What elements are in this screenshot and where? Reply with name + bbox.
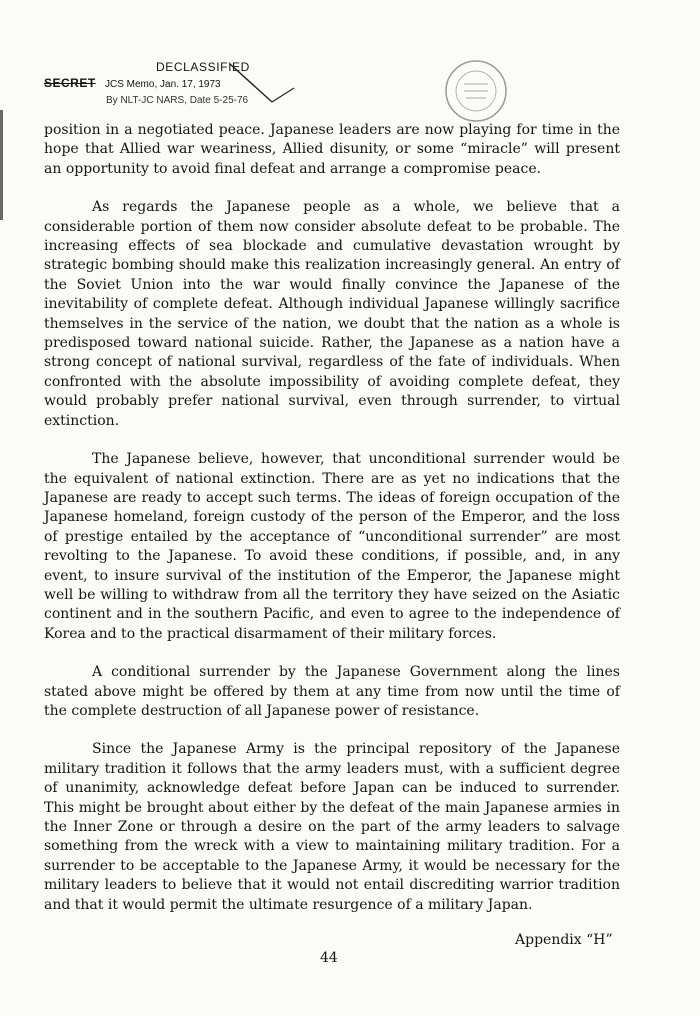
scan-edge-mark	[0, 110, 3, 220]
stamp-slash-icon	[228, 60, 298, 110]
page-number: 44	[320, 950, 338, 966]
declassified-stamp: DECLASSIFIED	[156, 60, 250, 74]
authority-line: By NLT-JC NARS, Date 5-25-76	[106, 95, 249, 106]
paragraph-2: As regards the Japanese people as a whole, we believe that a considerable portion of them now consider absolute defeat to be probable. The increasing effects of sea blockade and cumulative devastation wrought by strategic bombing should make this realization increasingly general. An entry of the Soviet Union into the war would finally convince the Japanese of the inevitability of complete defeat. Although individual Japanese willingly sacrifice themselves in the service of the nation, we doubt that the nation as a whole is predisposed toward national suicide. Rather, the Japanese as a nation have a strong concept of national survival, regardless of the fate of individuals. When confronted with the absolute impossibility of avoiding complete defeat, they would probably prefer national survival, even through surrender, to virtual extinction.	[44, 199, 620, 429]
paragraph-5: Since the Japanese Army is the principal repository of the Japanese military tradition it follows that the army leaders must, with a sufficient degree of unanimity, acknowledge defeat before Japan can be induced to surrender. This might be brought about either by the defeat of the main Japanese armies in the Inner Zone or through a desire on the part of the army leaders to salvage something from the wreck with a view to maintaining military tradition. For a surrender to be acceptable to the Japanese Army, it would be necessary for the military leaders to believe that it would not entail discrediting warrior tradition and that it would permit the ultimate resurgence of a military Japan.	[44, 741, 620, 913]
appendix-label: Appendix “H”	[515, 932, 613, 948]
paragraph-4: A conditional surrender by the Japanese Government along the lines stated above might be offered by them at any time from now until the time of the complete destruction of all Japanese power of resistance.	[44, 664, 620, 719]
paragraph-3: The Japanese believe, however, that unconditional surrender would be the equivalent of national extinction. There are as yet no indications that the Japanese are ready to accept such terms. The ideas of foreign occupation of the Japanese homeland, foreign custody of the person of the Emperor, and the loss of prestige entailed by the acceptance of “unconditional surrender” are most revolting to the Japanese. To avoid these conditions, if possible, and, in any event, to insure survival of the institution of the Emperor, the Japanese might well be willing to withdraw from all the territory they have seized on the Asiatic continent and in the southern Pacific, and even to agree to the independence of Korea and to the practical disarmament of their military forces.	[44, 451, 620, 642]
secret-marking: SECRET	[44, 76, 96, 90]
paragraph-1: position in a negotiated peace. Japanese leaders are now playing for time in the hope that Allied war weariness, Allied disunity, or some “miracle” will present an opportunity to avoid final defeat and arrange a compromise peace.	[44, 122, 620, 177]
archives-seal-icon	[430, 56, 522, 126]
body-text	[44, 121, 620, 915]
memo-line: JCS Memo, Jan. 17, 1973	[105, 79, 221, 90]
